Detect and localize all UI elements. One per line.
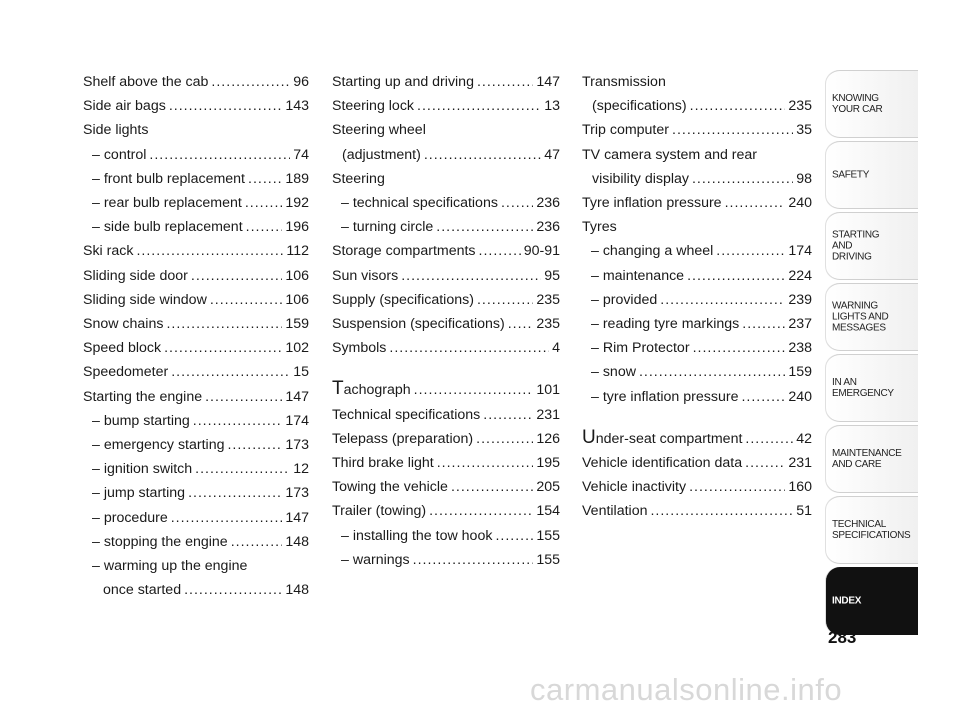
page-ref: 101 <box>536 382 560 399</box>
page-ref: 235 <box>536 316 560 333</box>
section-tab-label: TECHNICAL SPECIFICATIONS <box>832 519 911 541</box>
entry-text: Trip computer <box>582 122 669 139</box>
leader-dots <box>211 70 290 94</box>
entry-text: Steering wheel <box>332 122 426 139</box>
index-entry <box>332 336 560 360</box>
entry-text: Trailer (towing) <box>332 503 427 520</box>
entry-text: Technical specifications <box>332 406 481 423</box>
leader-dots <box>725 191 786 215</box>
page-ref: 126 <box>536 430 560 447</box>
index-entry <box>332 377 560 402</box>
page-ref: 106 <box>285 267 309 284</box>
entry-text: – rear bulb replacement <box>92 195 242 212</box>
page-ref: 239 <box>788 291 812 308</box>
index-column-1 <box>83 70 309 602</box>
entry-text: – Rim Protector <box>591 340 690 357</box>
page-ref: 4 <box>552 340 560 357</box>
index-entry <box>83 530 309 554</box>
entry-text: visibility display <box>592 170 689 187</box>
page-ref: 196 <box>285 219 309 236</box>
leader-dots <box>227 433 282 457</box>
entry-text: Storage compartments <box>332 243 476 260</box>
leader-dots <box>476 427 533 451</box>
index-entry <box>332 94 560 118</box>
section-tab[interactable] <box>826 212 918 280</box>
index-entry <box>332 312 560 336</box>
section-tabs <box>826 70 918 638</box>
entry-text: Side lights <box>83 122 149 139</box>
index-entry <box>83 506 309 530</box>
leader-dots <box>231 530 283 554</box>
index-entry <box>83 457 309 481</box>
section-tab[interactable] <box>826 283 918 351</box>
leader-dots <box>477 288 533 312</box>
entry-text: – maintenance <box>591 267 685 284</box>
index-entry <box>582 451 812 475</box>
entry-text: Sun visors <box>332 267 399 284</box>
entry-text: Symbols <box>332 340 387 357</box>
spacer <box>582 409 812 426</box>
index-entry <box>332 167 560 191</box>
entry-text: Telepass (preparation) <box>332 430 474 447</box>
leader-dots <box>451 475 533 499</box>
entry-text: Tyre inflation pressure <box>582 195 722 212</box>
leader-dots <box>245 191 282 215</box>
index-entry <box>83 215 309 239</box>
index-entry <box>332 264 560 288</box>
index-entry <box>332 288 560 312</box>
index-entry <box>582 312 812 336</box>
page-ref: 224 <box>788 267 812 284</box>
page-ref: 147 <box>285 509 309 526</box>
entry-text: (specifications) <box>592 98 687 115</box>
entry-text: – warnings <box>341 551 410 568</box>
leader-dots <box>436 215 533 239</box>
section-tab-label: WARNING LIGHTS AND MESSAGES <box>832 300 889 334</box>
page-number: 283 <box>828 628 857 647</box>
index-entry <box>83 312 309 336</box>
leader-dots <box>690 94 786 118</box>
page-ref: 238 <box>788 340 812 357</box>
entry-text: – provided <box>591 291 658 308</box>
page-ref: 13 <box>544 98 560 115</box>
entry-text: achograph <box>343 382 411 399</box>
page-ref: 12 <box>293 461 309 478</box>
index-entry <box>332 70 560 94</box>
leader-dots <box>689 475 785 499</box>
page-ref: 112 <box>286 243 309 260</box>
entry-text: Sliding side door <box>83 267 188 284</box>
page-ref: 155 <box>536 551 560 568</box>
index-entry <box>83 94 309 118</box>
page-ref: 96 <box>293 74 309 90</box>
index-entry <box>582 426 812 451</box>
page-ref: 237 <box>788 316 812 333</box>
leader-dots <box>495 524 533 548</box>
index-entry <box>582 264 812 288</box>
index-entry <box>83 239 309 263</box>
entry-text: Tyres <box>582 219 617 236</box>
index-entry <box>332 118 560 166</box>
leader-dots <box>477 70 533 94</box>
index-entry <box>582 385 812 409</box>
entry-text: Steering <box>332 170 385 187</box>
entry-text: Ski rack <box>83 243 134 260</box>
leader-dots <box>687 264 785 288</box>
entry-text: – ignition switch <box>92 461 193 478</box>
leader-dots <box>508 312 534 336</box>
leader-dots <box>188 481 282 505</box>
leader-dots <box>149 143 290 167</box>
page-ref: 148 <box>285 533 309 550</box>
page-ref: 174 <box>788 243 812 260</box>
index-entry <box>582 143 812 191</box>
leader-dots <box>169 94 283 118</box>
entry-text: – bump starting <box>92 412 190 429</box>
entry-text: – reading tyre markings <box>591 316 740 333</box>
entry-text: – warming up the engine <box>92 558 248 575</box>
index-entry <box>83 264 309 288</box>
leader-dots <box>501 191 533 215</box>
entry-text: – emergency starting <box>92 437 225 454</box>
entry-text: – control <box>92 146 147 163</box>
section-tab-label: MAINTENANCE AND CARE <box>832 448 902 470</box>
section-tab[interactable] <box>826 354 918 422</box>
index-entry <box>83 191 309 215</box>
index-entry <box>332 427 560 451</box>
page-ref: 236 <box>536 219 560 236</box>
index-entry <box>582 215 812 239</box>
index-entry <box>332 191 560 215</box>
leader-dots <box>417 94 541 118</box>
page-ref: 102 <box>285 340 309 357</box>
leader-dots <box>193 409 283 433</box>
entry-text: TV camera system and rear <box>582 146 758 163</box>
leader-dots <box>693 336 786 360</box>
entry-text: Suspension (specifications) <box>332 316 505 333</box>
section-tab[interactable] <box>826 425 918 493</box>
index-entry <box>83 385 309 409</box>
index-entry <box>332 548 560 572</box>
leader-dots <box>745 451 785 475</box>
leader-dots <box>136 239 283 263</box>
entry-text: Supply (specifications) <box>332 291 474 308</box>
entry-text: (adjustment) <box>342 146 421 163</box>
index-entry <box>83 433 309 457</box>
entry-text: Speed block <box>83 340 162 357</box>
entry-text: – snow <box>591 364 636 381</box>
index-entry <box>83 409 309 433</box>
leader-dots <box>429 499 533 523</box>
page-ref: 47 <box>544 146 560 163</box>
page-ref: 173 <box>285 437 309 454</box>
index-entry <box>83 481 309 505</box>
leader-dots <box>692 167 793 191</box>
leader-dots <box>639 360 785 384</box>
index-entry <box>582 239 812 263</box>
leader-dots <box>205 385 282 409</box>
page-ref: 95 <box>544 267 560 284</box>
section-initial: T <box>332 378 344 400</box>
page-ref: 155 <box>536 527 560 544</box>
leader-dots <box>414 378 534 402</box>
section-tab-label: STARTING AND DRIVING <box>832 229 880 263</box>
index-entry <box>332 403 560 427</box>
leader-dots <box>195 457 290 481</box>
index-entry <box>83 143 309 167</box>
section-tab[interactable] <box>826 141 918 209</box>
leader-dots <box>745 427 793 451</box>
page-ref: 231 <box>536 406 560 423</box>
leader-dots <box>741 385 785 409</box>
leader-dots <box>437 451 534 475</box>
leader-dots <box>413 548 534 572</box>
page-ref: 147 <box>285 388 309 405</box>
entry-text: Starting up and driving <box>332 74 474 90</box>
leader-dots <box>171 360 290 384</box>
page-ref: 35 <box>796 122 812 139</box>
page-ref: 15 <box>293 364 309 381</box>
leader-dots <box>672 118 793 142</box>
section-tab[interactable] <box>826 496 918 564</box>
leader-dots <box>389 336 549 360</box>
entry-text: Towing the vehicle <box>332 479 448 496</box>
entry-text: – turning circle <box>341 219 434 236</box>
page-ref: 42 <box>796 430 812 447</box>
entry-text: – technical specifications <box>341 195 498 212</box>
index-entry <box>83 167 309 191</box>
index-entry <box>582 360 812 384</box>
entry-text: Vehicle identification data <box>582 455 743 472</box>
leader-dots <box>401 264 541 288</box>
section-tab-label: SAFETY <box>832 169 870 181</box>
page-ref: 147 <box>536 74 560 90</box>
index-entry <box>582 475 812 499</box>
leader-dots <box>479 239 521 263</box>
entry-text: Speedometer <box>83 364 169 381</box>
entry-text: – side bulb replacement <box>92 219 243 236</box>
leader-dots <box>716 239 785 263</box>
index-entry <box>582 191 812 215</box>
page-ref: 192 <box>285 195 309 212</box>
index-column-3 <box>582 70 812 524</box>
page-ref: 231 <box>788 455 812 472</box>
entry-text: Steering lock <box>332 98 415 115</box>
page-ref: 173 <box>285 485 309 502</box>
leader-dots <box>166 312 282 336</box>
page-ref: 189 <box>285 170 309 187</box>
entry-text: Sliding side window <box>83 291 207 308</box>
entry-text: – installing the tow hook <box>341 527 493 544</box>
page-ref: 159 <box>285 316 309 333</box>
index-entry <box>582 70 812 118</box>
entry-text: Starting the engine <box>83 388 203 405</box>
page-ref: 90-91 <box>523 243 560 260</box>
page-ref: 160 <box>788 479 812 496</box>
entry-text: – tyre inflation pressure <box>591 388 739 405</box>
page-ref: 240 <box>788 195 812 212</box>
page-ref: 174 <box>285 412 309 429</box>
index-entry <box>332 215 560 239</box>
page-ref: 74 <box>293 146 309 163</box>
leader-dots <box>248 167 282 191</box>
leader-dots <box>184 578 282 602</box>
leader-dots <box>210 288 283 312</box>
leader-dots <box>742 312 785 336</box>
index-entry <box>582 336 812 360</box>
index-entry <box>582 499 812 523</box>
page-ref: 51 <box>796 503 812 520</box>
leader-dots <box>171 506 283 530</box>
page-ref: 159 <box>788 364 812 381</box>
index-entry <box>582 288 812 312</box>
index-entry <box>83 360 309 384</box>
leader-dots <box>660 288 785 312</box>
leader-dots <box>650 499 793 523</box>
section-tab[interactable] <box>826 567 918 635</box>
page-ref: 236 <box>536 195 560 212</box>
entry-text: – changing a wheel <box>591 243 714 260</box>
leader-dots <box>246 215 283 239</box>
leader-dots <box>424 143 541 167</box>
index-entry <box>332 451 560 475</box>
entry-text: – front bulb replacement <box>92 170 246 187</box>
leader-dots <box>164 336 282 360</box>
index-entry <box>332 499 560 523</box>
entry-text: Side air bags <box>83 98 166 115</box>
page-ref: 143 <box>285 98 309 115</box>
entry-text: – jump starting <box>92 485 186 502</box>
index-entry <box>83 118 309 142</box>
entry-text: Third brake light <box>332 455 434 472</box>
spacer <box>332 360 560 377</box>
page-ref: 205 <box>536 479 560 496</box>
entry-text: Transmission <box>582 74 666 90</box>
section-tab-label: IN AN EMERGENCY <box>832 377 894 399</box>
index-entry <box>83 288 309 312</box>
entry-text: – procedure <box>92 509 168 526</box>
leader-dots <box>483 403 533 427</box>
leader-dots <box>191 264 282 288</box>
page-ref: 240 <box>788 388 812 405</box>
page-ref: 154 <box>536 503 560 520</box>
page-ref: 235 <box>788 98 812 115</box>
index-entry <box>582 118 812 142</box>
entry-text: Shelf above the cab <box>83 74 209 90</box>
entry-text: Snow chains <box>83 316 164 333</box>
entry-text: Vehicle inactivity <box>582 479 687 496</box>
section-tab-label: KNOWING YOUR CAR <box>832 93 883 115</box>
page-ref: 106 <box>285 291 309 308</box>
page-ref: 98 <box>796 170 812 187</box>
index-entry <box>332 475 560 499</box>
entry-text: Ventilation <box>582 503 648 520</box>
index-entry <box>332 239 560 263</box>
section-tab-label: INDEX <box>832 595 862 607</box>
watermark-text: carmanualsonline.info <box>530 672 843 707</box>
page-ref: 195 <box>536 455 560 472</box>
index-column-2 <box>332 70 560 572</box>
index-entry <box>83 554 309 602</box>
page-ref: 235 <box>536 291 560 308</box>
section-initial: U <box>582 426 596 448</box>
index-entry <box>83 336 309 360</box>
page-ref: 148 <box>285 582 309 599</box>
entry-text: nder-seat compartment <box>595 430 743 447</box>
section-tab[interactable] <box>826 70 918 138</box>
entry-text: – stopping the engine <box>92 533 228 550</box>
entry-text: once started <box>103 582 182 599</box>
index-entry <box>332 524 560 548</box>
index-entry <box>83 70 309 94</box>
